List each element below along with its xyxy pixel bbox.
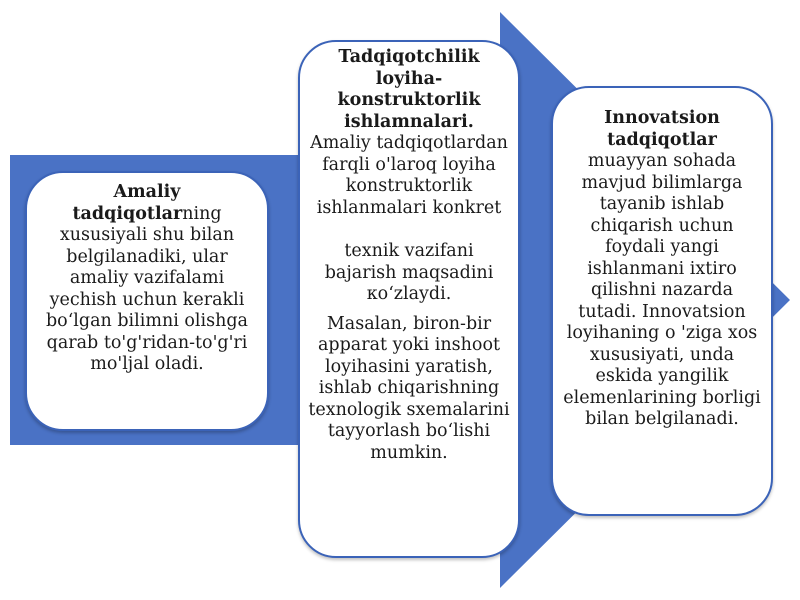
card-2-paragraph-3: Masalan, biron-bir apparat yoki inshoot loyihasini yaratish, ishlab chiqarishning texnologik sxemalarini tayyorlash bo‘lishi mumkin.: [308, 313, 510, 463]
paragraph-spacer: [308, 219, 510, 241]
card-innovatsion-tadqiqotlar: [551, 86, 773, 516]
card-1-text: ning xususiyali shu bilan belgilanadiki, ular amaliy vazifalami yechish uchun kerakli bo‘lgan bilimni olishga qarab to'g'ridan-to'g'ri mo'ljal oladi.: [45, 203, 248, 374]
card-2-paragraph-2: texnik vazifani bajarish maqsadini кo‘zlaydi.: [324, 241, 494, 304]
paragraph-spacer: [308, 306, 510, 314]
card-3-title: Innovatsion tadqiqotlar: [604, 108, 720, 150]
card-3-text: muayyan sohada mavjud bilimlarga tayanib ishlab chiqarish uchun foydali yangi ishlanmani ixtiro qilishni nazarda tutadi. Innovatsion loyihaning o 'ziga xos xususiyati, unda eskida yangilik elemenlarining borligi bilan belgilanadi.: [563, 151, 761, 429]
card-amaliy-tadqiqotlar: [25, 171, 269, 431]
card-1-title: Amaliy tadqiqotlar: [72, 182, 183, 224]
card-2-title: Tadqiqotchilik loyiha-konstruktorlik ishlamnalari.: [337, 47, 481, 132]
card-2-paragraph-1: Amaliy tadqiqotlardan farqli o'laroq loyiha konstruktorlik ishlanmalari konkret: [310, 133, 508, 218]
card-loyiha-konstruktorlik: [298, 40, 520, 558]
